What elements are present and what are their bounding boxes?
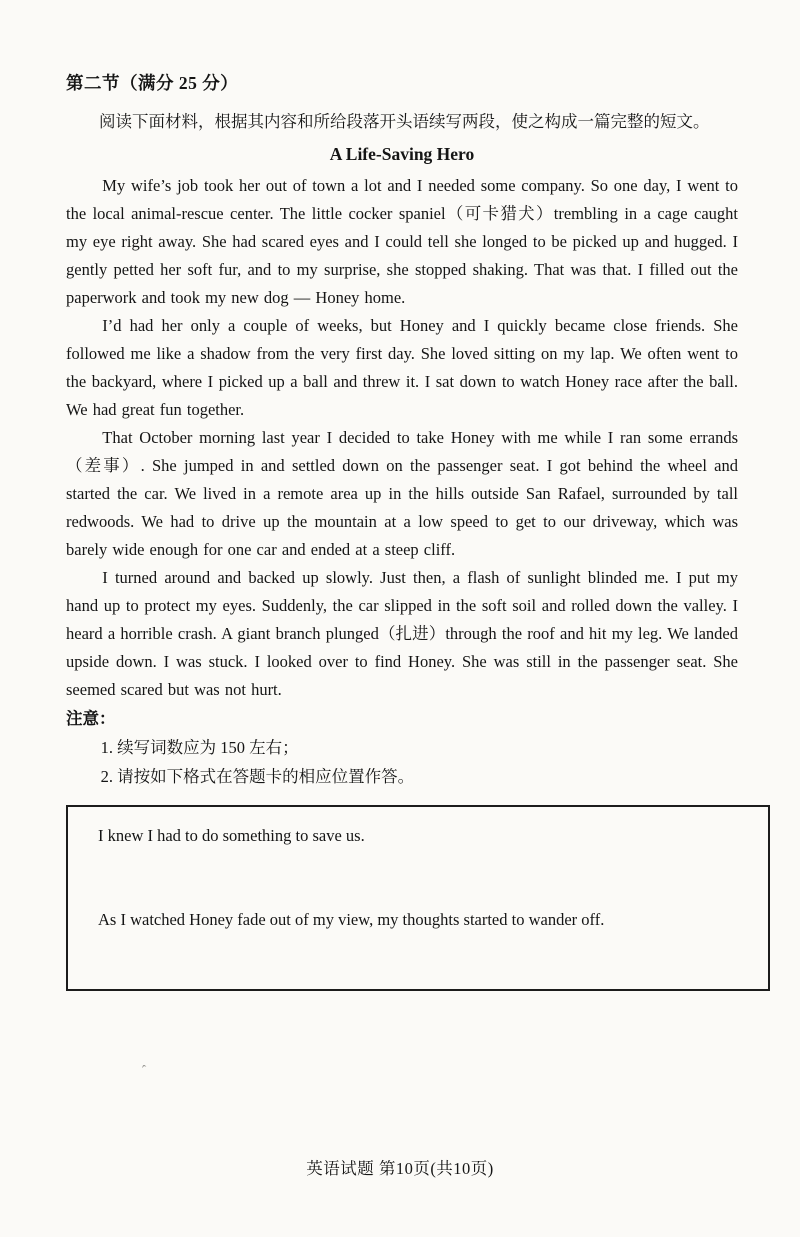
answer-box xyxy=(66,805,770,991)
passage-paragraph-1: My wife’s job took her out of town a lot and I needed some company. So one day, I went to the local animal-rescue center. The little cocker spaniel（可卡猎犬）trembling in a cage caught my eye right away. She had scared eyes and I could tell she longed to be picked up and hugged. I gently petted her soft fur, and to my surprise, she stopped shaking. That was that. I filled out the paperwork and took my new dog — Honey home. xyxy=(66,176,738,307)
section-heading: 第二节（满分 25 分） xyxy=(66,73,239,93)
page-footer: 英语试题 第10页(共10页) xyxy=(306,1159,494,1178)
notes-label: 注意： xyxy=(66,709,116,728)
answer-box-opening-1: I knew I had to do something to save us. xyxy=(98,826,365,845)
note-item-2: 2. 请按如下格式在答题卡的相应位置作答。 xyxy=(100,767,415,786)
passage-title: A Life-Saving Hero xyxy=(329,144,475,164)
note-item-1: 1. 续写词数应为 150 左右； xyxy=(100,738,299,757)
scan-artifact-mark: ˆ xyxy=(140,1061,150,1078)
passage-paragraph-2: I’d had her only a couple of weeks, but Honey and I quickly became close friends. She followed me like a shadow from the very first day. She loved sitting on my lap. We often went to the backyard, where I picked up a ball and threw it. I sat down to watch Honey race after the ball. We had great fun together. xyxy=(66,316,738,419)
answer-box-opening-2: As I watched Honey fade out of my view, my thoughts started to wander off. xyxy=(98,910,605,929)
passage-paragraph-3: That October morning last year I decided to take Honey with me while I ran some errands（差事）. She jumped in and settled down on the passenger seat. I got behind the wheel and started the car. We lived in a remote area up in the hills outside San Rafael, surrounded by tall redwoods. We had to drive up the mountain at a low speed to get to our driveway, which was barely wide enough for one car and ended at a steep cliff. xyxy=(66,428,738,559)
passage-paragraph-4: I turned around and backed up slowly. Just then, a flash of sunlight blinded me. I put my hand up to protect my eyes. Suddenly, the car slipped in the soft soil and rolled down the valley. I heard a horrible crash. A giant branch plunged（扎进）through the roof and hit my leg. We landed upside down. I was stuck. I looked over to find Honey. She was still in the passenger seat. She seemed scared but was not hurt. xyxy=(66,568,738,699)
section-instruction: 阅读下面材料，根据其内容和所给段落开头语续写两段，使之构成一篇完整的短文。 xyxy=(99,112,710,131)
